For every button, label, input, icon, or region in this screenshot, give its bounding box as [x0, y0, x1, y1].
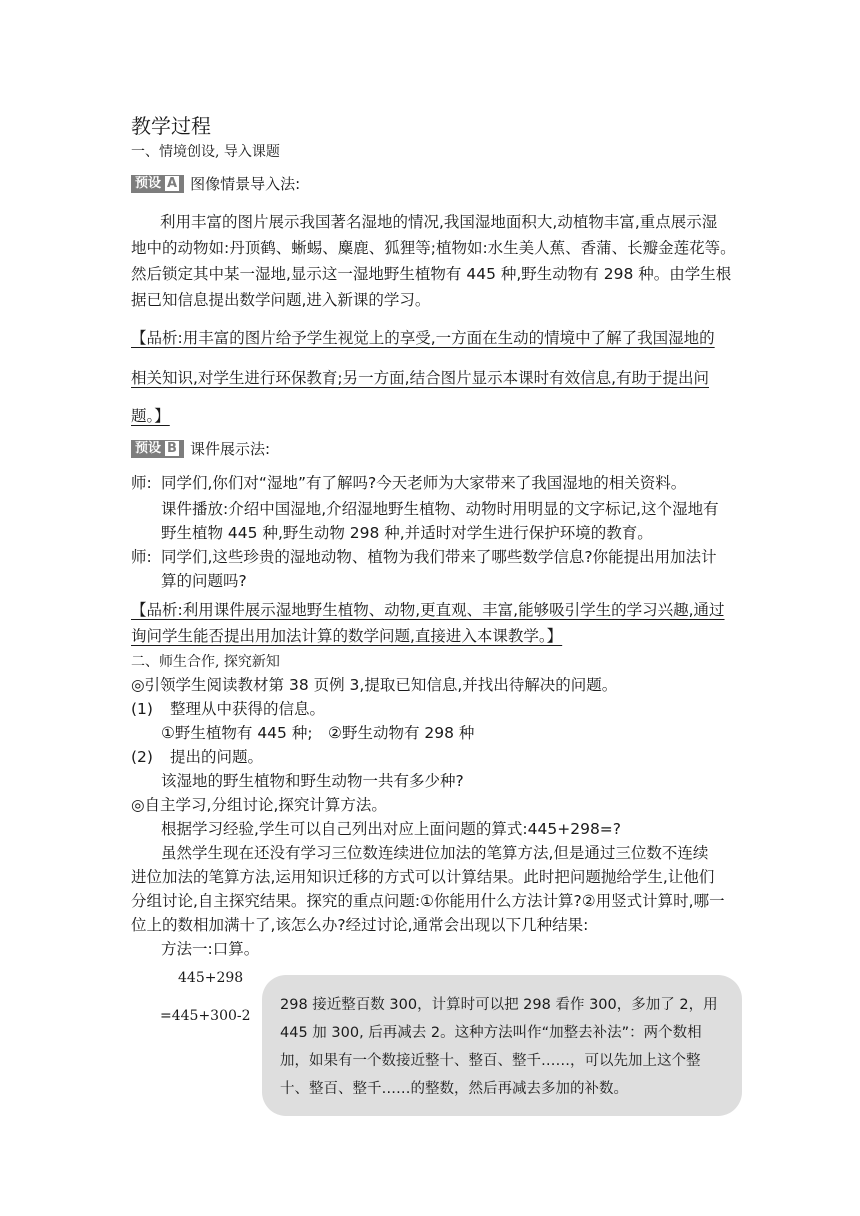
paragraph-line: 据已知信息提出数学问题,进入新课的学习。 — [131, 291, 431, 309]
explanation-bubble — [262, 975, 742, 1116]
paragraph-line: 进位加法的笔算方法,运用知识迁移的方式可以计算结果。此时把问题抛给学生,让他们 — [131, 868, 715, 886]
analysis-line: 题。】 — [131, 407, 170, 425]
dialog-line: 课件播放:介绍中国湿地,介绍湿地野生植物、动物时用明显的文字标记,这个湿地有 — [161, 500, 719, 518]
calc-line: 445+298 — [178, 970, 244, 986]
paragraph-line: 分组讨论,自主探究结果。探究的重点问题:①你能用什么方法计算?②用竖式计算时,哪一 — [131, 892, 725, 910]
list-number: (1) — [131, 700, 153, 718]
paragraph-line: 根据学习经验,学生可以自己列出对应上面问题的算式:445+298=? — [161, 820, 622, 838]
section-heading-2: 二、师生合作, 探究新知 — [131, 654, 280, 670]
analysis-line: 【品析:利用课件展示湿地野生植物、动物,更直观、丰富,能够吸引学生的学习兴趣,通过 — [131, 601, 725, 619]
list-number: (2) — [131, 748, 153, 766]
preset-label: 图像情景导入法: — [190, 175, 301, 193]
paragraph-line: 地中的动物如:丹顶鹤、蜥蜴、麋鹿、狐狸等;植物如:水生美人蕉、香蒲、长瓣金莲花等。 — [131, 239, 736, 257]
preset-label: 课件展示法: — [189, 440, 270, 458]
paragraph-line: 提出的问题。 — [170, 748, 264, 766]
paragraph-line: 虽然学生现在还没有学习三位数连续进位加法的笔算方法,但是通过三位数不连续 — [161, 844, 709, 862]
analysis-line: 【品析:用丰富的图片给予学生视觉上的享受,一方面在生动的情境中了解了我国湿地的 — [131, 329, 715, 347]
paragraph-line: 该湿地的野生植物和野生动物一共有多少种? — [161, 772, 464, 790]
paragraph-line: ◎引领学生阅读教材第 38 页例 3,提取已知信息,并找出待解决的问题。 — [131, 676, 618, 694]
paragraph-line: 位上的数相加满十了,该怎么办?经过讨论,通常会出现以下几种结果: — [131, 916, 589, 934]
analysis-line: 询问学生能否提出用加法计算的数学问题,直接进入本课教学。】 — [131, 627, 563, 645]
paragraph-line: ◎自主学习,分组讨论,探究计算方法。 — [131, 796, 387, 814]
paragraph-line: 方法一:口算。 — [161, 940, 260, 958]
dialog-line: 同学们,你们对“湿地”有了解吗?今天老师为大家带来了我国湿地的相关资料。 — [161, 474, 687, 492]
dialog-line: 同学们,这些珍贵的湿地动物、植物为我们带来了哪些数学信息?你能提出用加法计 — [161, 548, 717, 566]
explanation-text: 298 接近整百数 300，计算时可以把 298 看作 300，多加了 2，用 445 加 300, 后再减去 2。这种方法叫作“加整去补法”：两个数相加，如果有一个数接近整十、整百、整千……，可以先加上这个整十、整百、整千……的整数，然后再减去多加的补数。 — [280, 997, 718, 1097]
dialog-line: 算的问题吗? — [161, 572, 247, 590]
dialog-speaker: 师: — [131, 474, 152, 492]
page-title: 教学过程 — [131, 114, 211, 138]
paragraph-line: 然后锁定其中某一湿地,显示这一湿地野生植物有 445 种,野生动物有 298 种。由学生根 — [131, 265, 732, 283]
analysis-line: 相关知识,对学生进行环保教育;另一方面,结合图片显示本课时有效信息,有助于提出问 — [131, 369, 710, 387]
paragraph-line: 利用丰富的图片展示我国著名湿地的情况,我国湿地面积大,动植物丰富,重点展示湿 — [160, 213, 718, 231]
preset-badge: 预设 B — [131, 440, 184, 458]
preset-b — [131, 438, 270, 459]
dialog-speaker: 师: — [131, 548, 152, 566]
preset-badge: 预设 A — [131, 175, 184, 193]
dialog-line: 野生植物 445 种,野生动物 298 种,并适时对学生进行保护环境的教育。 — [161, 524, 653, 542]
paragraph-line: 整理从中获得的信息。 — [170, 700, 326, 718]
preset-a — [131, 173, 300, 194]
calc-line: =445+300-2 — [160, 1008, 251, 1024]
paragraph-line: ①野生植物有 445 种; ②野生动物有 298 种 — [161, 724, 475, 742]
section-heading-1: 一、情境创设, 导入课题 — [131, 144, 280, 160]
